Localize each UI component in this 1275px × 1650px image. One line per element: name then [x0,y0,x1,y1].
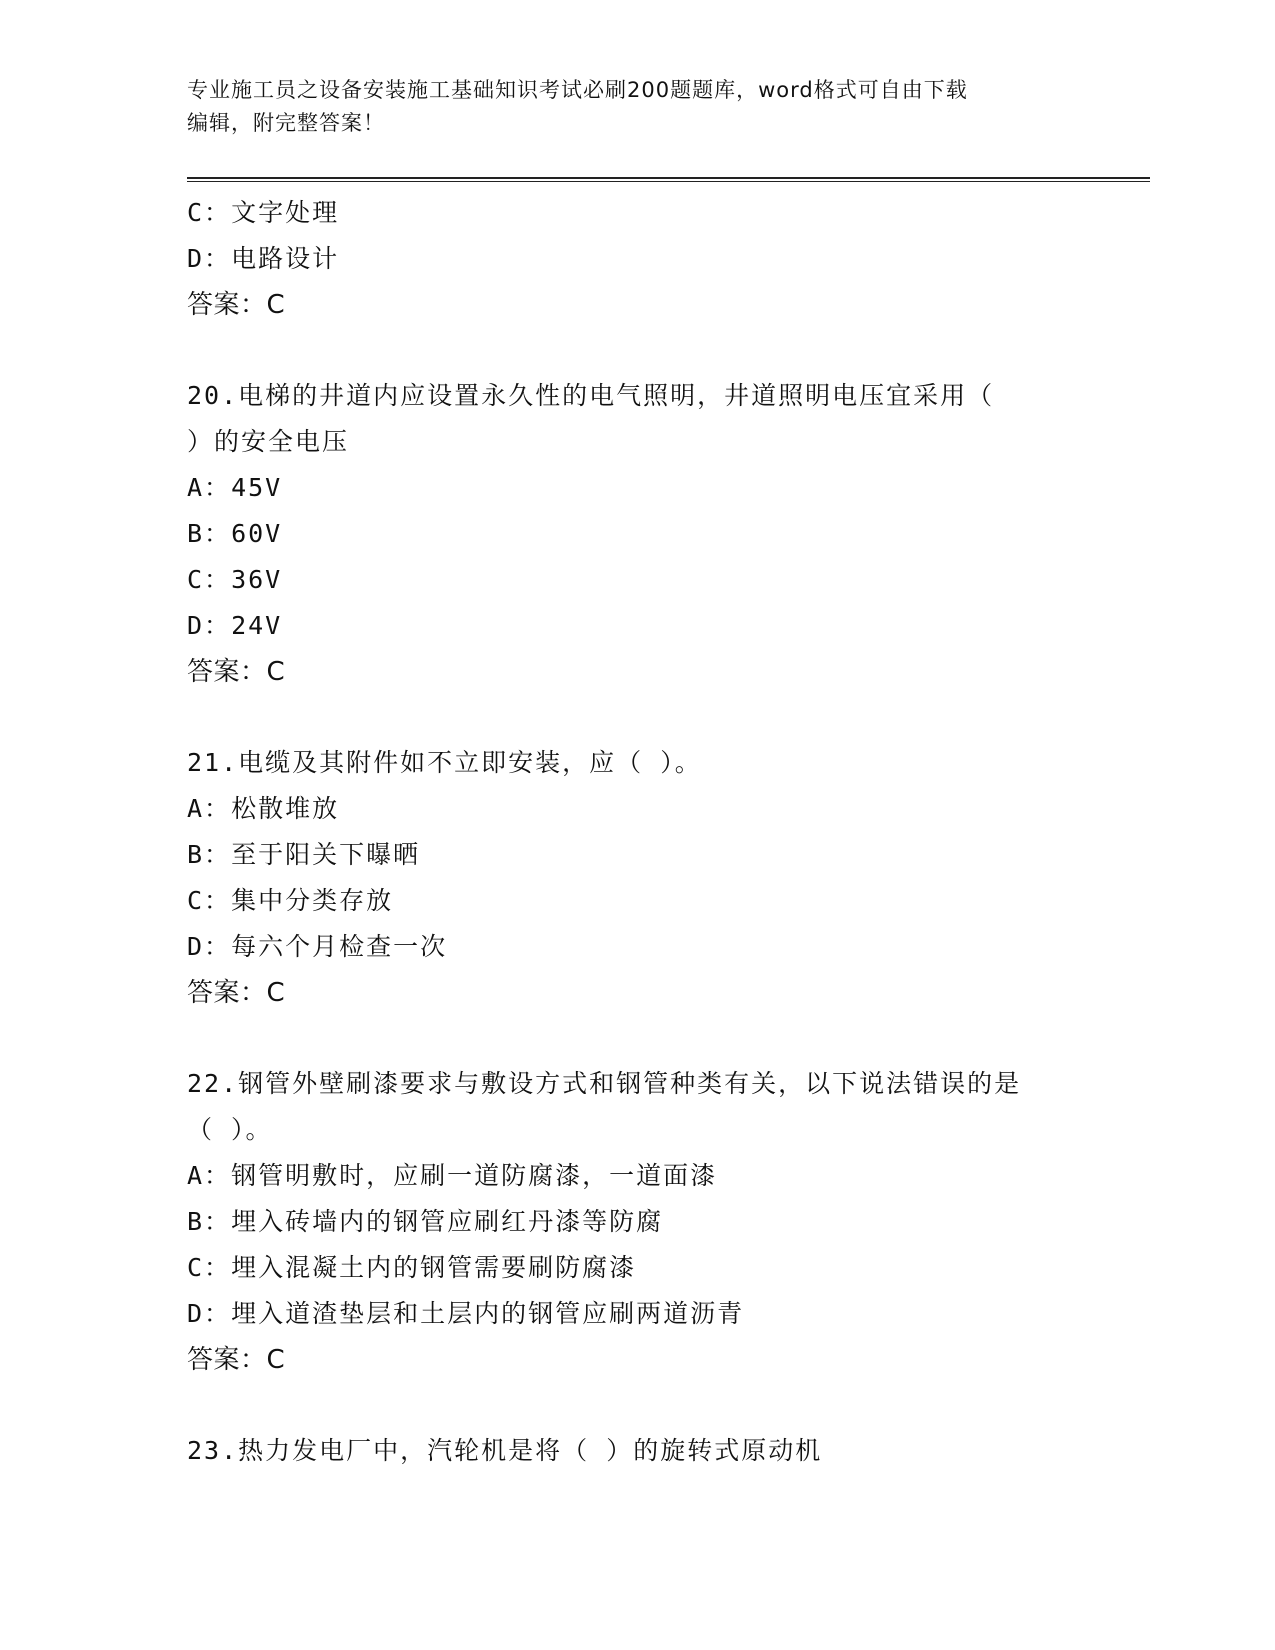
option-text: 每六个月检查一次 [231,932,448,961]
option-text: 埋入道渣垫层和土层内的钢管应刷两道沥青 [231,1299,745,1328]
option-d [187,1291,1150,1337]
option-text: 电路设计 [231,244,340,273]
option-text: 埋入混凝土内的钢管需要刷防腐漆 [231,1253,637,1282]
header-divider [187,177,1150,182]
option-letter: A： [187,473,232,502]
option-letter: C： [187,198,232,227]
option-c [187,190,1150,236]
answer-line: 答案：C [187,1345,286,1375]
option-b [187,511,1150,557]
option-text: 钢管明敷时，应刷一道防腐漆，一道面漆 [231,1161,718,1190]
option-text: 60V [231,519,283,548]
option-letter: A： [187,1161,232,1190]
answer-line: 答案：C [187,290,286,320]
option-text: 至于阳关下曝晒 [231,840,421,869]
option-letter: B： [187,840,232,869]
option-text: 24V [231,611,283,640]
option-d [187,924,1150,970]
document-header [187,74,1087,140]
option-letter: D： [187,932,232,961]
option-text: 文字处理 [231,198,340,227]
option-letter: C： [187,565,232,594]
question-22 [187,1061,1150,1383]
header-title-line-2: 编辑，附完整答案！ [187,111,385,135]
option-a [187,1153,1150,1199]
question-text: 23.热力发电厂中，汽轮机是将（ ）的旋转式原动机 [187,1436,823,1465]
question-23 [187,1428,1150,1474]
option-letter: C： [187,1253,232,1282]
option-c [187,1245,1150,1291]
question-list [187,190,1150,1474]
option-letter: D： [187,244,232,273]
option-letter: A： [187,794,232,823]
question-20 [187,373,1150,695]
answer-line: 答案：C [187,978,286,1008]
option-letter: B： [187,1207,232,1236]
question-text-continued: （ ）。 [187,1115,273,1144]
option-b [187,1199,1150,1245]
question-text: 20.电梯的井道内应设置永久性的电气照明，井道照明电压宜采用（ [187,381,995,410]
option-a [187,465,1150,511]
option-text: 集中分类存放 [231,886,394,915]
option-text: 松散堆放 [231,794,340,823]
option-letter: D： [187,1299,232,1328]
option-text: 埋入砖墙内的钢管应刷红丹漆等防腐 [231,1207,664,1236]
option-letter: D： [187,611,232,640]
option-letter: B： [187,519,232,548]
option-letter: C： [187,886,232,915]
option-a [187,786,1150,832]
option-text: 36V [231,565,283,594]
option-d [187,236,1150,282]
option-b [187,832,1150,878]
answer-line: 答案：C [187,657,286,687]
question-text: 22.钢管外壁刷漆要求与敷设方式和钢管种类有关，以下说法错误的是 [187,1069,1022,1098]
question-21 [187,740,1150,1016]
option-c [187,878,1150,924]
option-text: 45V [231,473,283,502]
option-d [187,603,1150,649]
question-text: 21.电缆及其附件如不立即安装，应（ ）。 [187,748,702,777]
option-c [187,557,1150,603]
header-title-line-1: 专业施工员之设备安装施工基础知识考试必刷200题题库，word格式可自由下载 [187,78,968,102]
question-text-continued: ）的安全电压 [187,427,350,456]
